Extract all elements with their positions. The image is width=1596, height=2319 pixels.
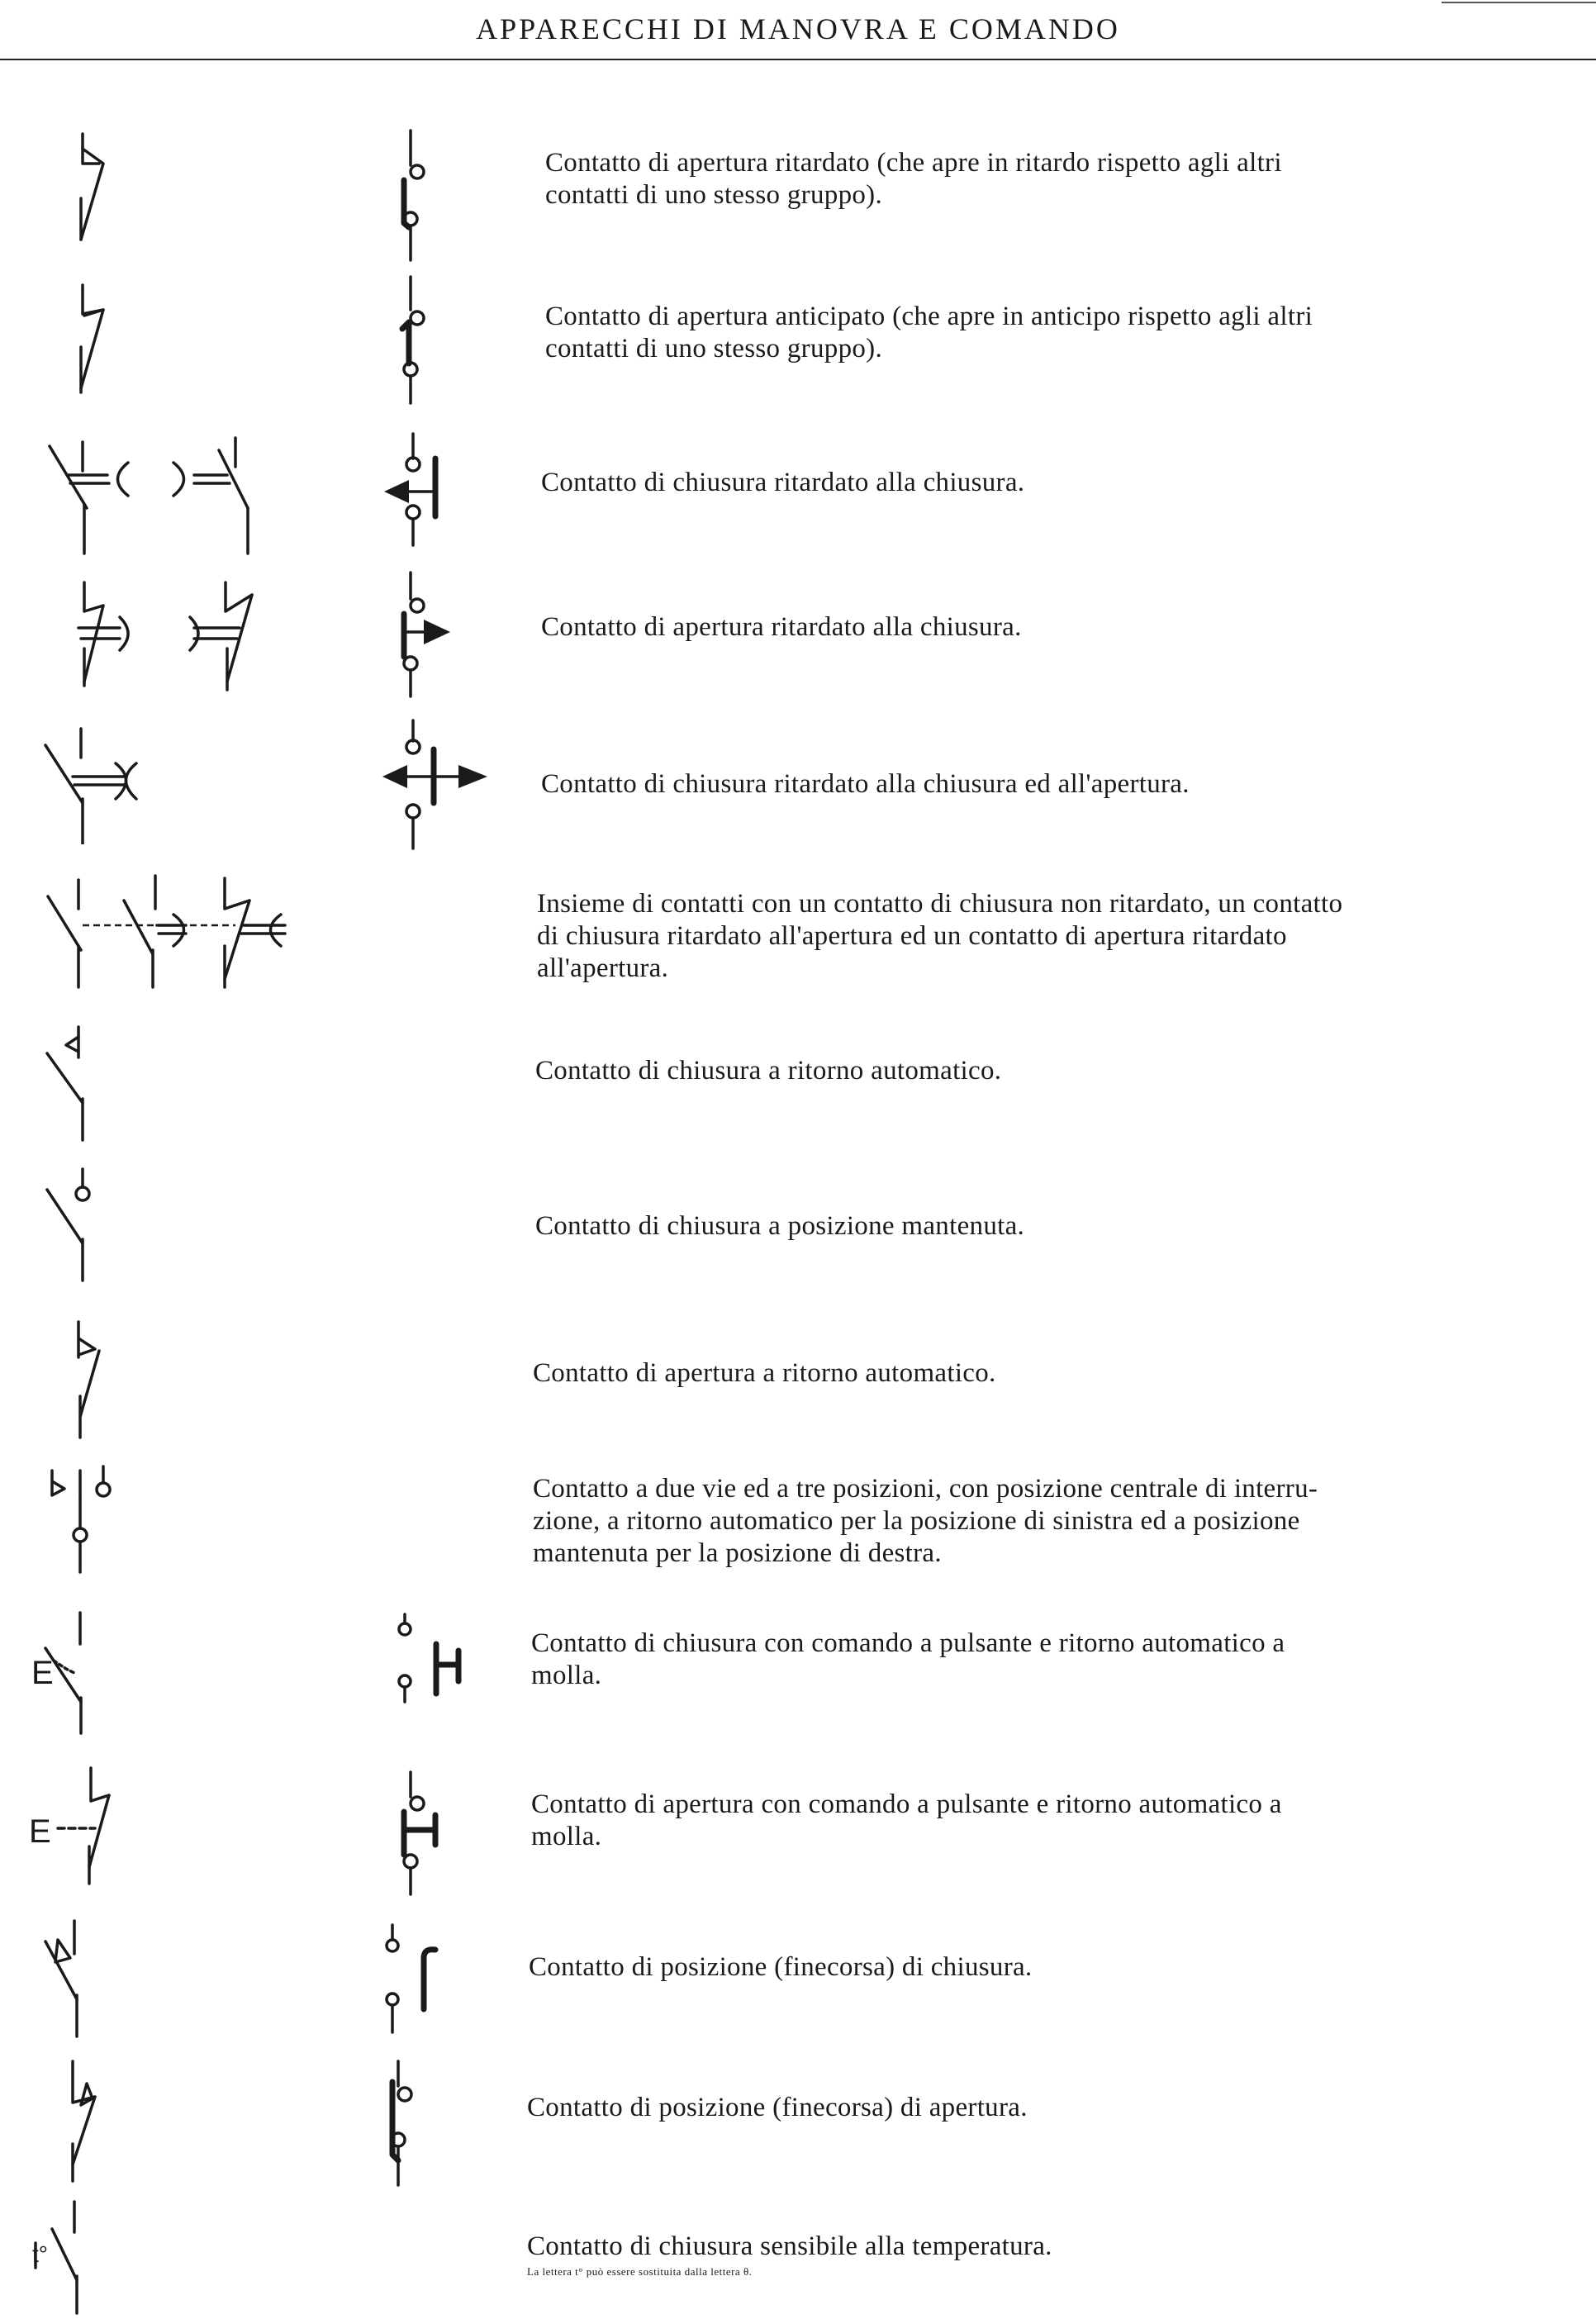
delayed-opening-on-closing-symbol [25, 566, 273, 698]
limit-switch-opening-alt-symbol [363, 2057, 438, 2189]
auto-return-closing-contact-symbol [37, 1020, 136, 1144]
entry-description: Contatto di chiusura a ritorno automatico. [535, 1056, 1002, 1086]
entry-description: Contatto di apertura a ritorno automatico. [533, 1358, 996, 1388]
push-button-letter: E [31, 1655, 54, 1691]
entry-note: La lettera t° può essere sostituita dalla lettera θ. [527, 2265, 753, 2278]
auto-return-opening-contact-symbol [45, 1318, 145, 1442]
push-button-closing-contact-symbol [25, 1603, 132, 1735]
limit-switch-closing-contact-symbol [37, 1917, 136, 2041]
entry-description: Contatto a due vie ed a tre posizioni, con posizione centrale di interru- zione, a ritorno automatico per la posizione di sinistra ed a posizione mantenuta per la posizione di destra. [533, 1474, 1318, 1568]
early-opening-contact-alt-symbol [376, 273, 442, 405]
entry-description: Contatto di chiusura con comando a pulsante e ritorno automatico a molla. [531, 1628, 1285, 1690]
list-item [0, 1161, 1596, 1318]
push-button-letter: E [29, 1813, 51, 1850]
list-item [0, 863, 1596, 1020]
header-rule [0, 59, 1596, 60]
list-item [0, 2198, 1596, 2317]
entry-description: Contatto di apertura ritardato (che apre in ritardo rispetto agli altri contatti di uno stesso gruppo). [545, 148, 1282, 210]
limit-switch-opening-contact-symbol [41, 2057, 140, 2189]
entry-description: Contatto di chiusura ritardato alla chiusura. [541, 468, 1025, 497]
entry-description: Contatto di apertura anticipato (che apre in anticipo rispetto agli altri contatti di uno stesso gruppo). [545, 302, 1313, 364]
list-item [0, 712, 1596, 861]
entry-description: Contatto di chiusura ritardato alla chiusura ed all'apertura. [541, 769, 1190, 799]
temperature-label: t° [32, 2241, 48, 2267]
push-button-opening-alt-symbol [376, 1764, 467, 1896]
delayed-closing-contact-symbol [25, 425, 264, 558]
entry-description: Insieme di contatti con un contatto di chiusura non ritardato, un contatto di chiusura ritardato all'apertura ed un contatto di apertura ritardato all'apertura. [537, 889, 1343, 983]
list-item [0, 2057, 1596, 2210]
list-item [0, 425, 1596, 566]
entry-description: Contatto di apertura ritardato alla chiusura. [541, 612, 1022, 642]
list-item [0, 1458, 1596, 1619]
entry-description: Contatto di chiusura sensibile alla temperatura. La lettera t° può essere sostituita dalla lettera θ. [527, 2231, 1551, 2279]
delayed-closing-contact-alt-symbol [376, 425, 475, 549]
temperature-sensitive-contact-symbol [29, 2198, 128, 2317]
delayed-closing-and-opening-contact-symbol [33, 712, 157, 844]
delayed-opening-on-closing-alt-symbol [376, 566, 483, 698]
entry-description: Contatto di posizione (finecorsa) di chiusura. [529, 1952, 1033, 1982]
list-item [0, 566, 1596, 710]
early-opening-contact-symbol [58, 273, 157, 397]
list-item [0, 273, 1596, 421]
list-item [0, 1318, 1596, 1458]
list-item [0, 1020, 1596, 1161]
maintained-position-closing-contact-symbol [37, 1161, 136, 1285]
list-item [0, 1764, 1596, 1917]
limit-switch-closing-alt-symbol [376, 1917, 458, 2041]
delayed-closing-and-opening-alt-symbol [376, 712, 500, 853]
list-item [0, 124, 1596, 273]
push-button-closing-alt-symbol [388, 1603, 471, 1735]
two-way-three-position-contact-symbol [37, 1458, 136, 1574]
page-title: APPARECCHI DI MANOVRA E COMANDO [476, 12, 1120, 45]
list-item [0, 1603, 1596, 1764]
entry-description: Contatto di apertura con comando a pulsante e ritorno automatico a molla. [531, 1789, 1282, 1851]
header-rule-top [1442, 2, 1596, 3]
contact-set-symbol [33, 863, 297, 996]
entry-description: Contatto di posizione (finecorsa) di apertura. [527, 2093, 1028, 2122]
list-item [0, 1917, 1596, 2057]
delayed-opening-contact-symbol [58, 124, 157, 248]
delayed-opening-contact-alt-symbol [376, 124, 442, 264]
entry-description: Contatto di chiusura a posizione mantenuta. [535, 1211, 1025, 1241]
push-button-opening-contact-symbol [25, 1764, 132, 1896]
